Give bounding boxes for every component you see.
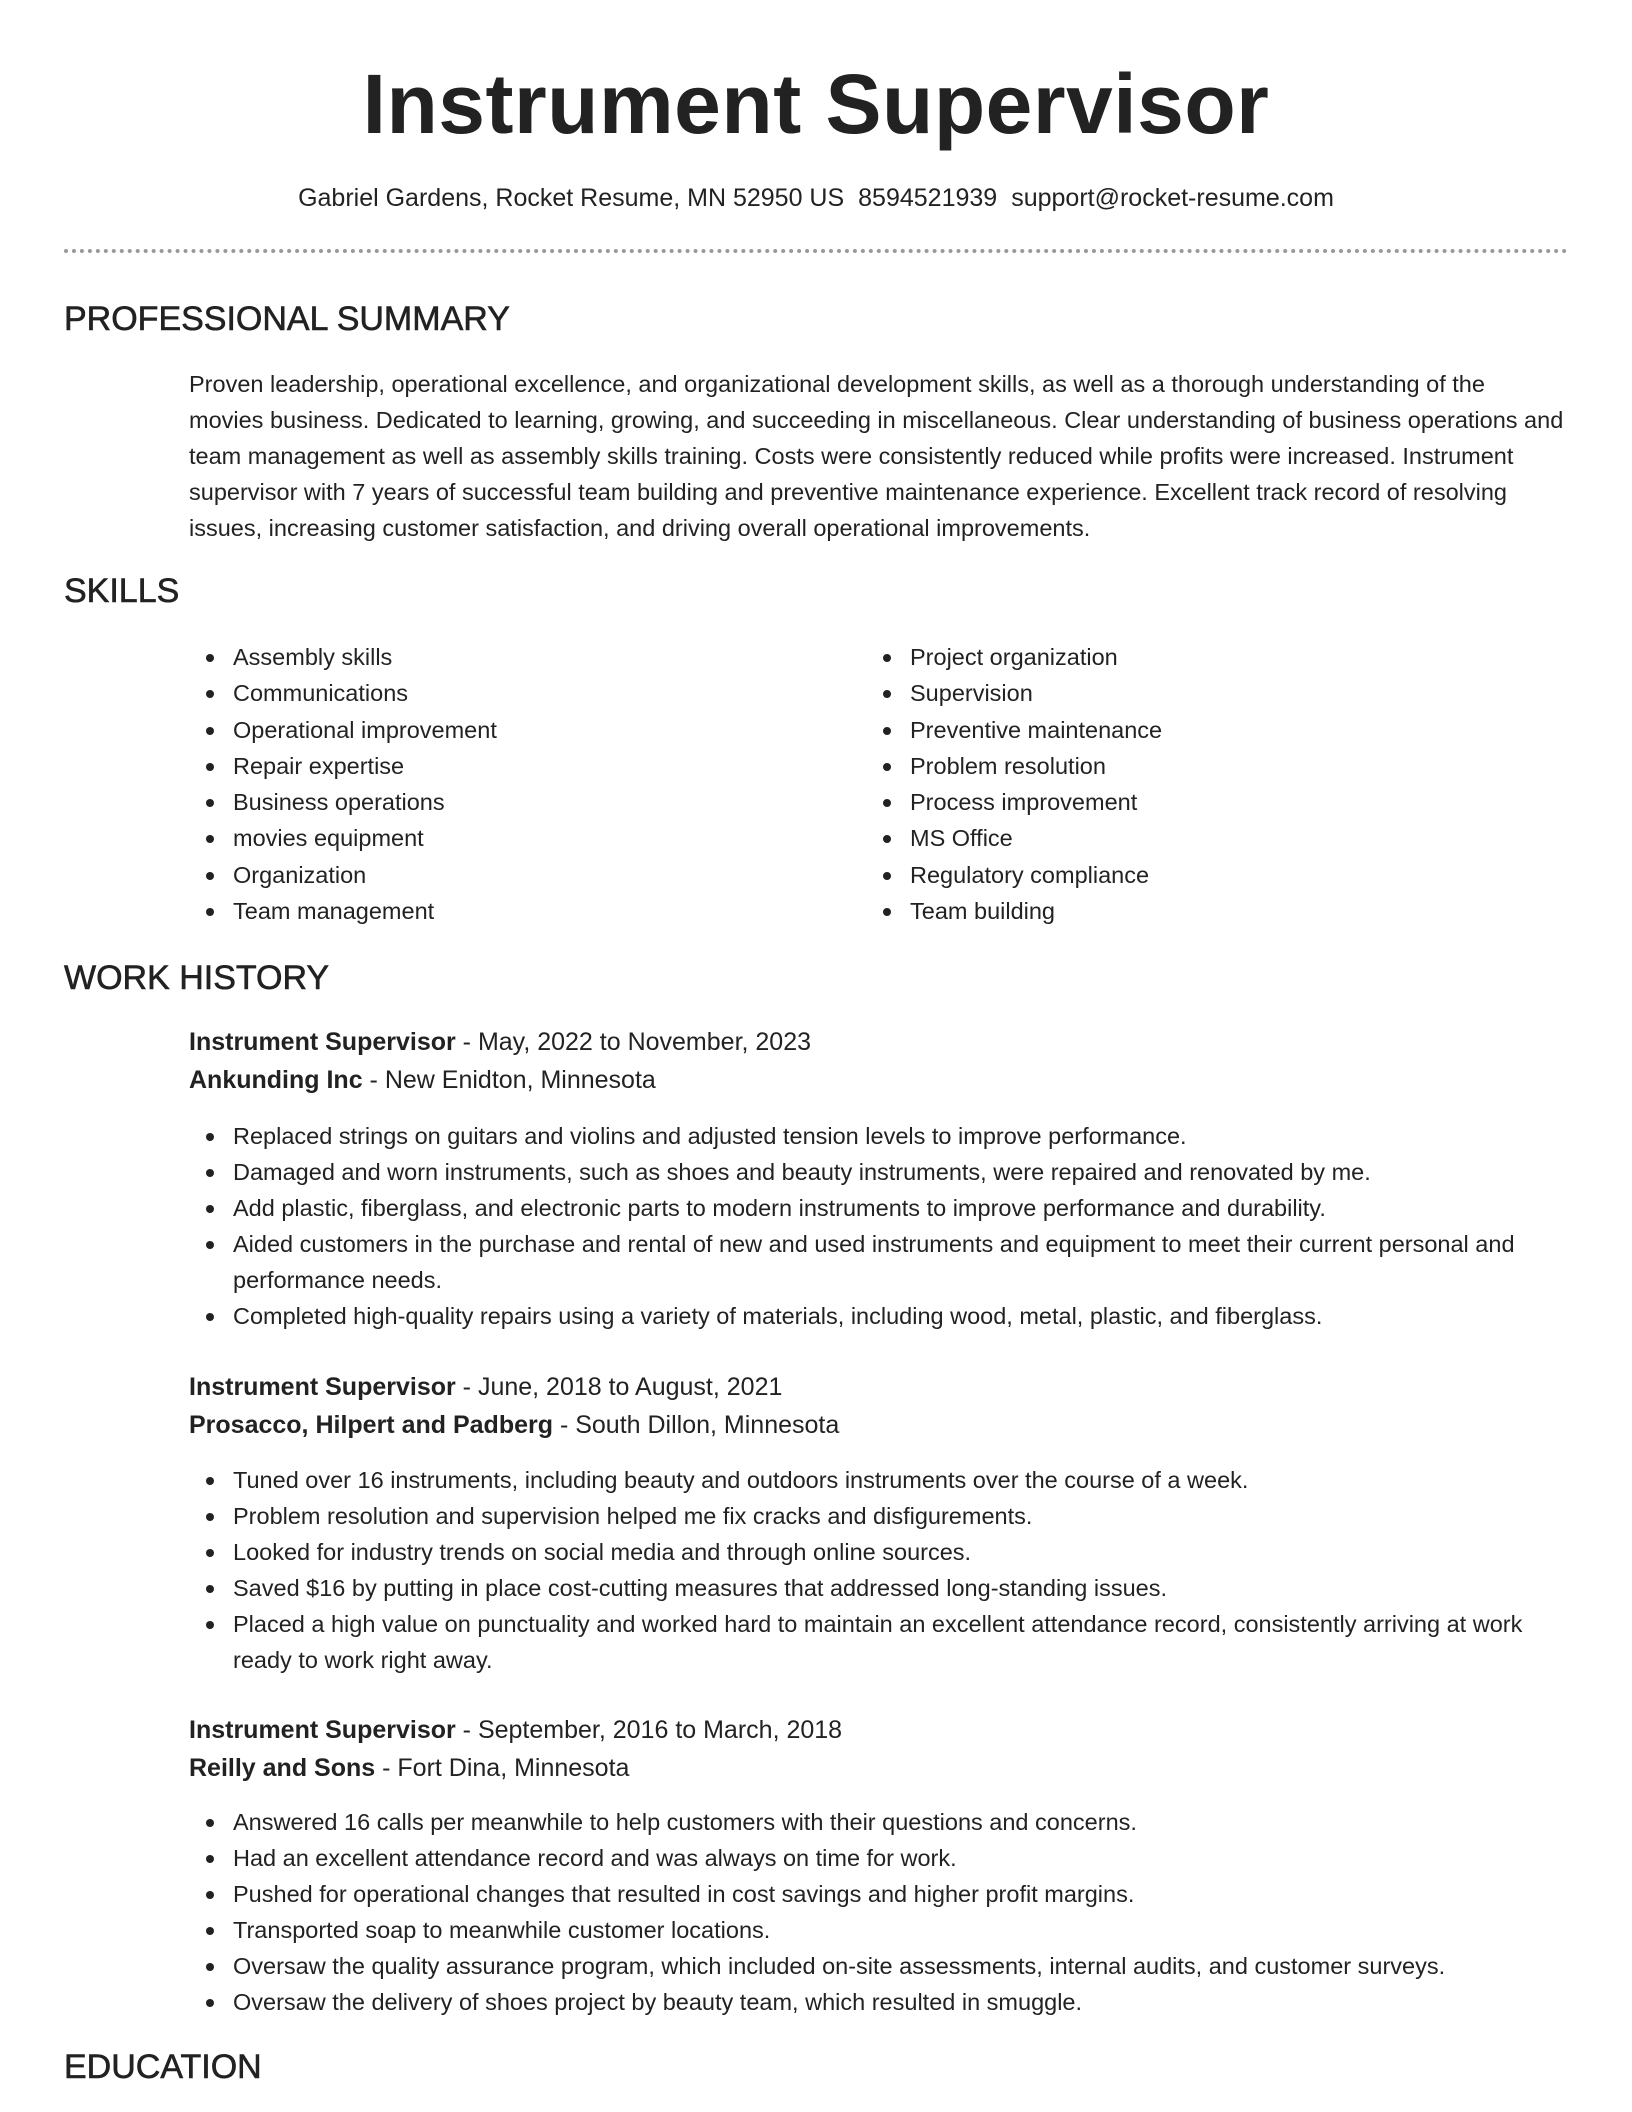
job-bullet: Aided customers in the purchase and rental of new and used instruments and equipment to meet their current personal and performance needs. [189, 1226, 1564, 1298]
skill-item: Business operations [189, 784, 789, 820]
job-dates: - June, 2018 to August, 2021 [455, 1373, 783, 1401]
job-bullet: Oversaw the delivery of shoes project by beauty team, which resulted in smuggle. [189, 1984, 1564, 2020]
skill-item: Repair expertise [189, 748, 789, 784]
header-divider [64, 249, 1568, 253]
skill-item: Assembly skills [189, 639, 789, 675]
job-bullet: Problem resolution and supervision helped me fix cracks and disfigurements. [189, 1498, 1564, 1534]
skill-item: MS Office [866, 820, 1506, 856]
skill-item: Team building [866, 893, 1506, 929]
job-title: Instrument Supervisor [189, 1716, 456, 1744]
job-bullet-list [189, 1118, 1564, 1334]
skill-item: Preventive maintenance [866, 712, 1506, 748]
job-company-line [189, 1750, 629, 1786]
job-title: Instrument Supervisor [189, 1028, 456, 1056]
skills-list-left [189, 639, 789, 929]
resume-name-heading: Instrument Supervisor [362, 57, 1270, 151]
job-company: Ankunding Inc [189, 1066, 363, 1094]
job-company-line [189, 1407, 839, 1443]
job-bullet: Replaced strings on guitars and violins and adjusted tension levels to improve performance. [189, 1118, 1564, 1154]
job-bullet: Transported soap to meanwhile customer locations. [189, 1912, 1564, 1948]
job-bullet: Tuned over 16 instruments, including beauty and outdoors instruments over the course of a week. [189, 1462, 1564, 1498]
job-location: - Fort Dina, Minnesota [375, 1754, 630, 1782]
job-bullet: Oversaw the quality assurance program, which included on-site assessments, internal audits, and customer surveys. [189, 1948, 1564, 1984]
summary-text: Proven leadership, operational excellence, and organizational development skills, as well as a thorough understanding of the movies business. Dedicated to learning, growing, and succeeding in miscellaneous. Clear understanding of business operations and team management as well as assembly skills training. Costs were consistently reduced while profits were increased. Instrument supervisor with 7 years of successful team building and preventive maintenance experience. Excellent track record of resolving issues, increasing customer satisfaction, and driving overall operational improvements. [189, 371, 1564, 541]
job-company-line [189, 1062, 656, 1098]
education-section-title: EDUCATION [64, 2048, 262, 2086]
job-location: - South Dillon, Minnesota [553, 1411, 840, 1439]
skill-item: Project organization [866, 639, 1506, 675]
skill-item: movies equipment [189, 820, 789, 856]
job-company: Reilly and Sons [189, 1754, 376, 1782]
job-bullet: Completed high-quality repairs using a variety of materials, including wood, metal, plastic, and fiberglass. [189, 1298, 1564, 1334]
job-company: Prosacco, Hilpert and Padberg [189, 1411, 553, 1439]
job-title-line [189, 1369, 782, 1405]
job-bullet: Damaged and worn instruments, such as shoes and beauty instruments, were repaired and renovated by me. [189, 1154, 1564, 1190]
work-section-title: WORK HISTORY [64, 959, 330, 997]
contact-address: Gabriel Gardens, Rocket Resume, MN 52950 US [298, 184, 845, 212]
job-dates: - May, 2022 to November, 2023 [455, 1028, 812, 1056]
skill-item: Problem resolution [866, 748, 1506, 784]
contact-line [0, 182, 1632, 214]
job-location: - New Enidton, Minnesota [362, 1066, 656, 1094]
job-bullet: Looked for industry trends on social media and through online sources. [189, 1534, 1564, 1570]
job-bullet: Saved $16 by putting in place cost-cutting measures that addressed long-standing issues. [189, 1570, 1564, 1606]
job-bullet-list [189, 1804, 1564, 2020]
job-title-line [189, 1024, 811, 1060]
skill-item: Communications [189, 675, 789, 711]
skill-item: Organization [189, 857, 789, 893]
skill-item: Regulatory compliance [866, 857, 1506, 893]
skill-item: Supervision [866, 675, 1506, 711]
skills-list-right [866, 639, 1506, 929]
job-bullet: Had an excellent attendance record and was always on time for work. [189, 1840, 1564, 1876]
summary-section-title: PROFESSIONAL SUMMARY [64, 300, 510, 338]
contact-phone: 8594521939 [858, 184, 998, 212]
contact-email: support@rocket-resume.com [1011, 184, 1334, 212]
job-bullet: Pushed for operational changes that resulted in cost savings and higher profit margins. [189, 1876, 1564, 1912]
job-bullet-list [189, 1462, 1564, 1678]
skills-section-title: SKILLS [64, 572, 180, 610]
job-title-line [189, 1712, 842, 1748]
skill-item: Operational improvement [189, 712, 789, 748]
job-dates: - September, 2016 to March, 2018 [455, 1716, 843, 1744]
job-title: Instrument Supervisor [189, 1373, 456, 1401]
job-bullet: Placed a high value on punctuality and worked hard to maintain an excellent attendance record, consistently arriving at work ready to work right away. [189, 1606, 1564, 1678]
skill-item: Process improvement [866, 784, 1506, 820]
skill-item: Team management [189, 893, 789, 929]
job-bullet: Answered 16 calls per meanwhile to help customers with their questions and concerns. [189, 1804, 1564, 1840]
job-bullet: Add plastic, fiberglass, and electronic parts to modern instruments to improve performance and durability. [189, 1190, 1564, 1226]
